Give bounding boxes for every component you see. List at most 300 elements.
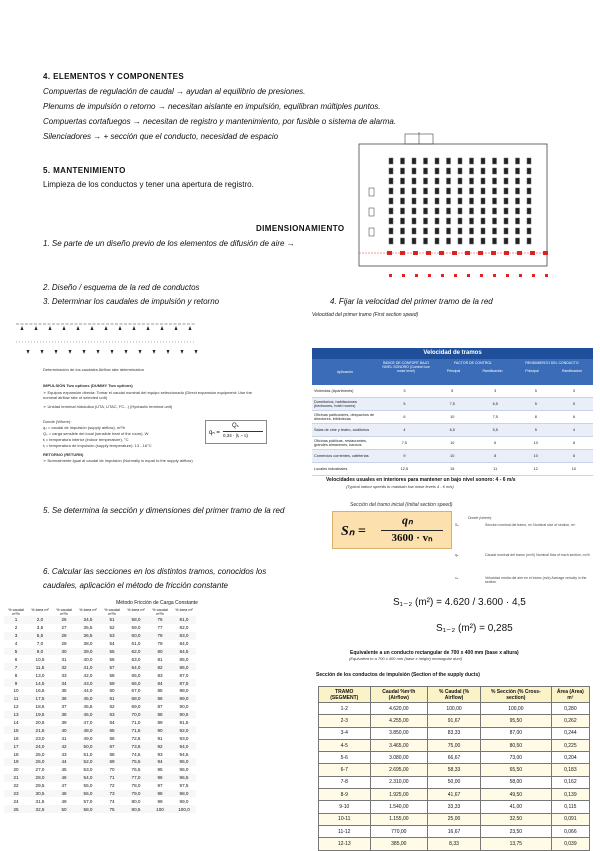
red-diffuser [478, 251, 483, 255]
step-4: 4. Fijar la velocidad del primer tramo de la red [330, 297, 493, 306]
grid-cell [447, 228, 451, 234]
grid-cell [504, 178, 508, 184]
return-arrow [181, 350, 184, 354]
friction-cell: 92 [148, 742, 172, 750]
friction-title: Método Fricción de Carga Constante [116, 600, 198, 606]
table-row [4, 711, 196, 719]
velocity-cell: 6 [555, 411, 593, 424]
velocity-row [312, 398, 593, 411]
velocity-cell: 11 [474, 463, 517, 476]
grid-cell [493, 158, 497, 164]
sections-cell: 83,33 [428, 727, 481, 739]
friction-cell: 19 [4, 758, 28, 766]
red-marker [389, 274, 392, 277]
friction-cell: 29 [61, 641, 67, 647]
velocity-cell: 6 [378, 411, 431, 424]
sections-cell: 0,280 [551, 703, 589, 715]
friction-cell: 26 [52, 616, 76, 624]
friction-cell: 93 [157, 751, 163, 757]
def-sn-text: Sección nominal del tramo, m² Nominal size of section, m² [485, 523, 576, 527]
sections-cell: 2-3 [319, 715, 371, 727]
grid-cell [470, 158, 474, 164]
friction-cell: 65 [100, 726, 124, 734]
table-row [4, 671, 196, 679]
section-4-title: 4. ELEMENTOS Y COMPONENTES [43, 72, 185, 81]
velocity-cell: 3 [555, 385, 593, 398]
friction-cell: 73,5 [124, 742, 148, 750]
sections-cell: 2.310,00 [370, 776, 428, 788]
friction-cell: 84 [148, 679, 172, 687]
sections-cell: 8,33 [428, 838, 481, 850]
duct-schematic [10, 312, 200, 368]
friction-cell: 53 [100, 632, 124, 640]
grid-cell [481, 168, 485, 174]
friction-cell: 71 [100, 774, 124, 782]
table-row [319, 703, 590, 715]
friction-cell: 37 [61, 704, 67, 710]
friction-cell: 60 [109, 688, 115, 694]
sections-cell: 4.255,00 [370, 715, 428, 727]
grid-cell [424, 198, 428, 204]
sections-header: % Sección (% Cross-section) [480, 687, 551, 703]
return-arrow [55, 350, 58, 354]
friction-cell: 58,0 [76, 805, 100, 813]
grid-cell [470, 178, 474, 184]
grid-cell [401, 158, 405, 164]
friction-cell: 43,0 [76, 679, 100, 687]
friction-cell: 38,0 [83, 641, 93, 647]
friction-cell: 97 [157, 783, 163, 789]
friction-header: % caudal m³/h [104, 608, 120, 616]
grid-cell [493, 168, 497, 174]
grid-cell [458, 238, 462, 244]
impulsion-bullet-1: ➢ Equipos expansión directa: Tomar el caudal nominal del equipo seleccionado (Direct expansion equipment: Use the nominal airflow rate of selected unit) [43, 390, 252, 400]
friction-cell: 72,5 [131, 735, 141, 741]
grid-cell [401, 228, 405, 234]
friction-cell: 3 [4, 632, 28, 640]
friction-cell: 84,5 [172, 648, 196, 656]
friction-cell: 28 [52, 632, 76, 640]
supply-arrow [35, 326, 38, 330]
sections-cell: 1.925,00 [370, 789, 428, 801]
return-arrow [83, 350, 86, 354]
grid-cell [447, 198, 451, 204]
friction-cell: 43 [61, 751, 67, 757]
friction-cell: 91 [157, 735, 163, 741]
return-arrow [111, 350, 114, 354]
velocity-row [312, 437, 593, 450]
friction-cell: 1 [4, 616, 28, 624]
red-diffuser [387, 251, 392, 255]
sections-cell: 5-6 [319, 752, 371, 764]
step-2: 2. Diseño / esquema de la red de conductos [43, 283, 200, 292]
friction-cell: 82 [148, 663, 172, 671]
table-row [4, 766, 196, 774]
velocity-cell: 5 [517, 385, 555, 398]
section-5-title: 5. MANTENIMIENTO [43, 166, 126, 175]
friction-cell: 67,0 [131, 688, 141, 694]
sections-cell: 1.540,00 [370, 801, 428, 813]
sections-cell: 0,244 [551, 727, 589, 739]
table-row [4, 679, 196, 687]
table-row [319, 801, 590, 813]
red-marker [506, 274, 509, 277]
sections-header: % Caudal (% Airflow) [428, 687, 481, 703]
grid-cell [389, 198, 393, 204]
table-row [4, 616, 196, 624]
sections-cell: 1-2 [319, 703, 371, 715]
friction-cell: 91,5 [179, 719, 189, 725]
red-diffuser [504, 251, 509, 255]
section-formula: Sₙ = qₙ 3600 · vₙ [332, 511, 452, 549]
friction-cell: 52,0 [76, 758, 100, 766]
return-arrow [167, 350, 170, 354]
caudal-formula: qₙ = Qₛ 0,34 · (tᵢ − tₗ) [205, 420, 267, 444]
red-diffuser [543, 251, 548, 255]
sections-cell: 25,00 [428, 813, 481, 825]
sec5-line: Limpieza de los conductos y tener una apertura de registro. [43, 180, 254, 189]
sections-cell: 58,33 [428, 764, 481, 776]
friction-cell: 32 [52, 663, 76, 671]
friction-cell: 100 [148, 805, 172, 813]
sections-cell: 0,091 [551, 813, 589, 825]
friction-cell: 26,0 [28, 758, 52, 766]
friction-cell: 18 [13, 751, 19, 757]
sections-cell: 3.465,00 [370, 739, 428, 751]
friction-cell: 46,0 [76, 711, 100, 719]
table-row [4, 719, 196, 727]
friction-cell: 66,0 [124, 679, 148, 687]
friction-cell: 38 [52, 711, 76, 719]
friction-cell: 42,0 [83, 672, 93, 678]
friction-cell: 56,0 [76, 790, 100, 798]
return-arrow [195, 350, 198, 354]
return-arrow [97, 350, 100, 354]
grid-cell [516, 188, 520, 194]
grid-cell [481, 228, 485, 234]
friction-cell: 2 [14, 625, 18, 631]
velocity-cell: 8 [474, 450, 517, 463]
table-row [4, 790, 196, 798]
grid-cell [389, 188, 393, 194]
friction-cell: 58,0 [124, 616, 148, 624]
velocity-cell: 10 [431, 437, 474, 450]
table-row [4, 734, 196, 742]
friction-cell: 35 [61, 688, 67, 694]
friction-cell: 34 [52, 679, 76, 687]
friction-cell: 90 [148, 726, 172, 734]
friction-cell: 75,5 [124, 758, 148, 766]
sec4-line-1: Compuertas de regulación de caudal → ayudan al equilibrio de presiones. [43, 87, 306, 96]
grid-cell [493, 208, 497, 214]
grid-cell [516, 218, 520, 224]
step-5: 5. Se determina la sección y dimensiones del primer tramo de la red [43, 506, 285, 515]
table-row [319, 727, 590, 739]
sections-cell: 87,00 [480, 727, 551, 739]
friction-cell: 70,0 [124, 711, 148, 719]
donde-label: Donde (Where): [43, 419, 72, 424]
retorno-title: RETORNO (RETURN) [43, 452, 84, 457]
impulsion-title: IMPULSIÓN Two options (DUMMY Two options) [43, 383, 133, 388]
friction-cell: 30,5 [28, 790, 52, 798]
sections-cell: 23,50 [480, 825, 551, 837]
friction-cell: 57,0 [83, 798, 93, 804]
grid-cell [504, 158, 508, 164]
friction-cell: 5,5 [28, 632, 52, 640]
supply-arrow [147, 326, 150, 330]
friction-cell: 10 [13, 688, 19, 694]
friction-cell: 62 [109, 704, 115, 710]
velocity-cell: 5 [378, 398, 431, 411]
red-marker [467, 274, 470, 277]
table-row [4, 663, 196, 671]
grid-cell [527, 188, 531, 194]
grid-cell [470, 228, 474, 234]
sections-cell: 0,115 [551, 801, 589, 813]
sections-cell: 0,066 [551, 825, 589, 837]
friction-cell: 78 [148, 632, 172, 640]
friction-cell: 5 [4, 648, 28, 656]
sections-cell: 0,139 [551, 789, 589, 801]
velocity-cell: 3 [474, 385, 517, 398]
sections-cell: 12-13 [319, 838, 371, 850]
sections-cell: 50,00 [428, 776, 481, 788]
friction-cell: 76 [148, 616, 172, 624]
sections-cell: 75,00 [428, 739, 481, 751]
friction-cell: 75 [100, 805, 124, 813]
velocity-cell: Oficinas particulares, despachos de directores, bibliotecas [312, 411, 378, 424]
friction-cell: 8 [14, 672, 18, 678]
table-row [4, 648, 196, 656]
friction-cell: 79 [157, 641, 163, 647]
section-subtitle: Sección del tramo inicial (Initial section speed) [350, 502, 453, 508]
table-row [319, 813, 590, 825]
sections-cell: 58,00 [480, 776, 551, 788]
return-arrow [125, 350, 128, 354]
friction-table [4, 600, 310, 813]
red-diffuser [413, 251, 418, 255]
sections-cell: 41,67 [428, 789, 481, 801]
friction-cell: 56 [109, 656, 115, 662]
friction-cell: 24 [13, 798, 19, 804]
grid-cell [435, 168, 439, 174]
velocity-cell: 5 [517, 398, 555, 411]
table-row [4, 687, 196, 695]
friction-cell: 60,0 [124, 632, 148, 640]
table-row [4, 726, 196, 734]
grid-cell [470, 208, 474, 214]
step-3: 3. Determinar los caudales de impulsión y retorno [43, 297, 220, 306]
sections-cell: 32,50 [480, 813, 551, 825]
table-row [4, 774, 196, 782]
grid-cell [527, 168, 531, 174]
friction-cell: 7 [4, 663, 28, 671]
floor-plan-diagram [355, 132, 551, 294]
section-donde: Donde (where): [468, 516, 493, 520]
friction-cell: 82,0 [179, 625, 189, 631]
var-3: tᵢ = temperatura interior (indoor temperature), °C [43, 437, 129, 442]
grid-cell [527, 158, 531, 164]
red-marker [402, 274, 405, 277]
friction-cell: 69 [100, 758, 124, 766]
friction-cell: 87,0 [179, 672, 189, 678]
grid-cell [412, 158, 416, 164]
friction-cell: 54 [109, 641, 115, 647]
sections-cell: 3-4 [319, 727, 371, 739]
friction-cell: 99,0 [179, 798, 189, 804]
sections-cell: 4-5 [319, 739, 371, 751]
velocity-cell: 10 [431, 450, 474, 463]
friction-cell: 90,0 [179, 704, 189, 710]
friction-cell: 77,0 [124, 774, 148, 782]
grid-cell [424, 228, 428, 234]
friction-header: % área m² [31, 608, 49, 612]
supply-arrow [119, 326, 122, 330]
grid-cell [458, 228, 462, 234]
sections-cell: 770,00 [370, 825, 428, 837]
friction-cell: 94 [148, 758, 172, 766]
friction-cell: 7,0 [36, 641, 44, 647]
supply-arrow [49, 326, 52, 330]
red-diffuser [400, 251, 405, 255]
grid-cell [504, 198, 508, 204]
friction-cell: 76,5 [131, 767, 141, 773]
velocity-cell: Viviendas (Apartments) [312, 385, 378, 398]
var-1: qₙ = caudal de impulsión (supply airflow), m³/h [43, 425, 125, 430]
friction-cell: 69,0 [131, 704, 141, 710]
velocity-cell: 3 [378, 385, 431, 398]
grid-cell [447, 208, 451, 214]
friction-cell: 84,0 [179, 641, 189, 647]
grid-cell [412, 208, 416, 214]
friction-cell: 94,5 [179, 751, 189, 757]
friction-header: % área m² [175, 608, 193, 612]
grid-cell [435, 208, 439, 214]
return-arrow [69, 350, 72, 354]
grid-cell [435, 218, 439, 224]
grid-cell [493, 238, 497, 244]
friction-cell: 27 [61, 625, 67, 631]
table-row [319, 825, 590, 837]
grid-cell [424, 168, 428, 174]
grid-cell [412, 178, 416, 184]
velocity-cell: 4 [555, 424, 593, 437]
velocity-cell: 6,5 [474, 398, 517, 411]
friction-cell: 48,0 [76, 726, 100, 734]
velocity-table-head: Aplicación ÍNDICE DE CONFORT BAJO NIVEL SONORO (Comfort low noise level) FACTOR DE CONTROL Principal Ramificación RENDIMIENTO DEL CONDUCTO Principal Ramificación [312, 359, 593, 385]
red-diffuser [517, 251, 522, 255]
step-6-line-1: 6. Calcular las secciones en los distintos tramos, conocidos los [43, 567, 267, 576]
table-row [319, 789, 590, 801]
supply-arrow [63, 326, 66, 330]
friction-cell: 45,5 [83, 704, 93, 710]
grid-cell [458, 178, 462, 184]
friction-cell: 80,0 [131, 798, 141, 804]
velocity-cell: 10 [517, 437, 555, 450]
grid-cell [470, 198, 474, 204]
friction-cell: 44,0 [83, 688, 93, 694]
friction-cell: 59 [100, 679, 124, 687]
grid-cell [447, 238, 451, 244]
grid-cell [504, 168, 508, 174]
grid-cell [493, 198, 497, 204]
table-row [319, 752, 590, 764]
friction-cell: 97,5 [179, 783, 189, 789]
friction-cell: 29,5 [35, 783, 45, 789]
grid-cell [389, 168, 393, 174]
grid-cell [458, 158, 462, 164]
dimensionamiento-title: DIMENSIONAMIENTO [256, 224, 345, 233]
grid-cell [470, 188, 474, 194]
friction-cell: 81 [157, 656, 163, 662]
grid-cell [424, 188, 428, 194]
friction-cell: 96,5 [172, 774, 196, 782]
retorno-line: ➢ Normalmente igual al caudal de impulsión (Normally is equal to the supply airflow) [43, 458, 193, 463]
friction-cell: 40,0 [83, 656, 93, 662]
velocity-row [312, 411, 593, 424]
friction-cell: 80 [148, 648, 172, 656]
grid-cell [447, 188, 451, 194]
friction-cell: 23 [4, 790, 28, 798]
friction-cell: 61,0 [131, 641, 141, 647]
grid-cell [481, 238, 485, 244]
grid-cell [412, 228, 416, 234]
friction-cell: 49,0 [83, 735, 93, 741]
friction-cell: 36 [52, 695, 76, 703]
friction-cell: 36,5 [76, 632, 100, 640]
friction-cell: 40 [52, 726, 76, 734]
sections-cell: 49,50 [480, 789, 551, 801]
friction-cell: 90,5 [172, 711, 196, 719]
grid-cell [516, 238, 520, 244]
friction-cell: 98 [148, 790, 172, 798]
friction-cell: 4 [14, 641, 18, 647]
sections-table [318, 686, 590, 851]
friction-cell: 71,0 [131, 719, 141, 725]
table-row [4, 655, 196, 663]
calc-line-2: S₁₋₂ (m²) = 0,285 [436, 623, 513, 634]
red-marker [454, 274, 457, 277]
friction-cell: 89,0 [172, 695, 196, 703]
friction-cell: 88,0 [179, 688, 189, 694]
friction-cell: 32,5 [28, 805, 52, 813]
friction-cell: 34,5 [76, 616, 100, 624]
sections-cell: 4.620,00 [370, 703, 428, 715]
friction-cell: 11,5 [28, 663, 52, 671]
sec4-line-4: Silenciadores → + sección que el conducto, necesidad de espacio [43, 132, 279, 141]
friction-cell: 28,0 [28, 774, 52, 782]
sections-cell: 0,039 [551, 838, 589, 850]
red-marker [532, 274, 535, 277]
friction-cell: 94,0 [172, 742, 196, 750]
return-arrow [41, 350, 44, 354]
step-1: 1. Se parte de un diseño previo de los elementos de difusión de aire → [43, 239, 295, 248]
red-marker [493, 274, 496, 277]
grid-cell [389, 238, 393, 244]
velocity-cell: 10 [517, 450, 555, 463]
sections-cell: 100,00 [428, 703, 481, 715]
grid-cell [389, 178, 393, 184]
grid-cell [504, 208, 508, 214]
friction-cell: 59,0 [131, 625, 141, 631]
sections-table-caption: Sección de los conductos de impulsión (Section of the supply ducts) [316, 672, 480, 678]
grid-cell [401, 188, 405, 194]
velocity-row [312, 450, 593, 463]
velocity-subtitle: Velocidad del primer tramo (First section speed) [312, 312, 419, 318]
sections-cell: 80,50 [480, 739, 551, 751]
table-row [319, 739, 590, 751]
velocity-cell: 6 [474, 437, 517, 450]
